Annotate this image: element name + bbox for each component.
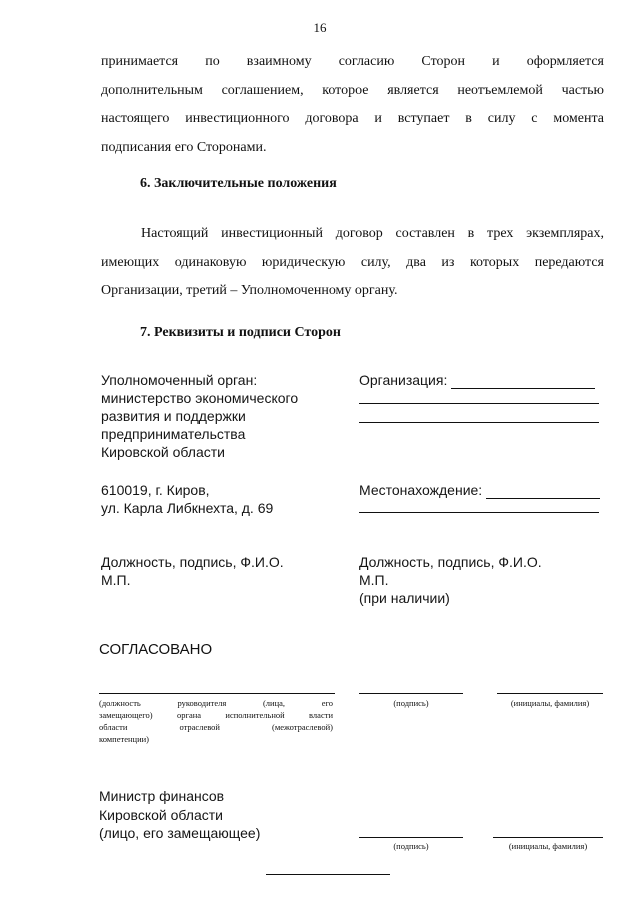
caption-line: замещающего) органа исполнительной власти [99,710,333,720]
minister-signature-caption: (подпись) [393,841,429,851]
signature-label: Должность, подпись, Ф.И.О. [359,554,542,570]
paragraph-line: Организации, третий – Уполномоченному органу. [101,283,398,298]
seal-note: (при наличии) [359,590,450,606]
authority-line: министерство экономического [101,390,299,406]
signature-caption: (подпись) [393,698,429,708]
authority-line: развития и поддержки [101,408,246,424]
minister-region: Кировской области [99,806,223,823]
paragraph-line: дополнительным соглашением, которое является неотъемлемой частью [101,82,604,98]
position-caption [99,697,333,745]
section6-heading: 6. Заключительные положения [140,176,337,191]
location-block [359,481,609,499]
paragraph-line: принимается по взаимному согласию Сторон и оформляется [101,54,604,69]
name-line[interactable] [497,693,603,694]
organization-name-field[interactable] [451,374,595,389]
caption-line: области отраслевой (межотраслевой) [99,722,333,732]
paragraph-line: настоящего инвестиционного договора и вступает в силу с момента [101,111,604,126]
position-line[interactable] [99,693,335,694]
section5-paragraph [101,48,604,162]
organization-block [359,371,609,389]
signature-label: Должность, подпись, Ф.И.О. [101,554,284,570]
paragraph-line: Настоящий инвестиционный договор составлен в трех экземплярах, [141,226,604,241]
paragraph-line: имеющих одинаковую юридическую силу, два из которых передаются [101,254,604,270]
page-number: 16 [313,20,327,35]
caption-line: (должность руководителя (лица, его [99,698,333,708]
address-line: ул. Карла Либкнехта, д. 69 [101,500,274,516]
approval-title: СОГЛАСОВАНО [99,641,213,658]
address-line: 610019, г. Киров, [101,482,210,498]
seal-label: М.П. [359,572,389,588]
minister-name-line[interactable] [493,837,603,838]
authority-line: Кировской области [101,444,225,460]
location-field[interactable] [486,484,600,499]
minister-signature-line[interactable] [359,837,463,838]
minister-block [99,787,339,843]
seal-label: М.П. [101,572,131,588]
section7-heading: 7. Реквизиты и подписи Сторон [140,325,341,340]
paragraph-line: подписания его Сторонами. [101,139,267,155]
minister-name-caption: (инициалы, фамилия) [508,841,588,851]
authority-label: Уполномоченный орган: [101,372,258,388]
organization-signature-block [359,553,609,607]
organization-line[interactable] [359,403,599,404]
name-caption: (инициалы, фамилия) [510,698,590,708]
authority-block [101,371,331,461]
minister-title: Министр финансов [99,788,225,804]
section6-paragraph [101,220,604,306]
caption-line: компетенции) [99,734,149,744]
authority-signature-block [101,553,331,589]
organization-line[interactable] [359,422,599,423]
minister-deputy: (лицо, его замещающее) [99,825,261,841]
authority-address [101,481,331,517]
location-line[interactable] [359,512,599,513]
location-label: Местонахождение: [359,482,483,498]
organization-label: Организация: [359,372,448,388]
authority-line: предпринимательства [101,426,246,442]
footer-divider [266,874,390,875]
signature-line[interactable] [359,693,463,694]
